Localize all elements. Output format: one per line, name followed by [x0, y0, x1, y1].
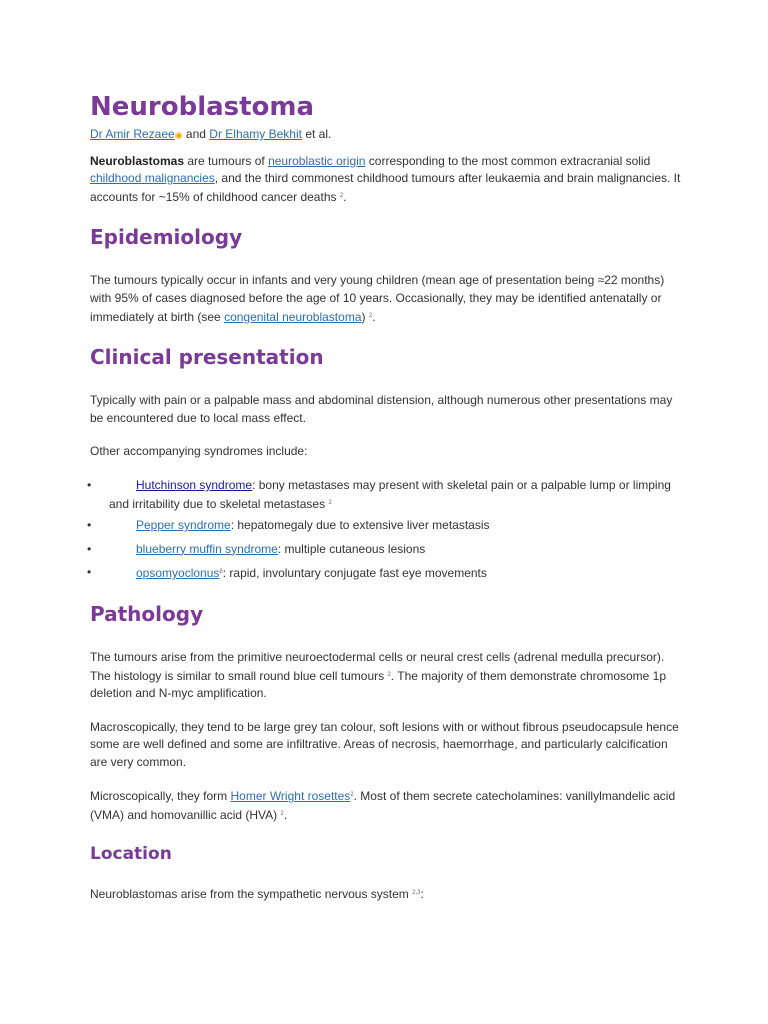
reference-marker[interactable]: 2	[368, 312, 373, 319]
childhood-malignancies-link[interactable]: childhood malignancies	[90, 171, 215, 186]
pathology-text-4: . Most of them secrete catecholamines: vanillylmandelic acid (VMA) and homovanillic acid (HVA)	[90, 789, 676, 823]
hutchinson-description: : bony metastases may present with skeletal pain or a palpable lump or limping and irritability due to skeletal metastases	[109, 477, 671, 511]
opsomyoclonus-description: : rapid, involuntary conjugate fast eye movements	[222, 566, 487, 581]
author-etal: et al.	[305, 127, 332, 141]
epidemiology-text-2: )	[361, 309, 369, 324]
hutchinson-syndrome-link[interactable]: Hutchinson syndrome	[136, 477, 253, 492]
reference-marker[interactable]: 2	[339, 192, 344, 199]
reference-marker[interactable]: 2	[328, 499, 332, 506]
location-text-1: Neuroblastomas arise from the sympathetic nervous system	[90, 886, 413, 901]
page-title: Neuroblastoma	[90, 92, 315, 122]
list-item	[87, 477, 682, 513]
congenital-neuroblastoma-link[interactable]: congenital neuroblastoma	[224, 309, 362, 324]
intro-paragraph	[90, 153, 682, 207]
pathology-text-2: . The majority of them demonstrate chromosome 1p deletion and N-myc amplification.	[90, 668, 667, 701]
pathology-paragraph-2: Macroscopically, they tend to be large grey tan colour, soft lesions with or without fibrous pseudocapsule hence some are well defined and some are infiltrative. Areas of necrosis, haemorrhage, and particularly calcification are very common.	[90, 719, 679, 769]
list-item-text	[90, 477, 682, 513]
epidemiology-text-3: .	[372, 309, 376, 324]
author-link-2[interactable]: Dr Elhamy Bekhit	[209, 127, 302, 141]
bullet-icon: •	[87, 541, 92, 556]
intro-text-3: , and the third commonest childhood tumours after leukaemia and brain malignancies. It accounts for ~15% of childhood cancer deaths	[90, 171, 681, 204]
location-text-2: :	[420, 886, 424, 901]
location-paragraph	[90, 885, 682, 904]
epidemiology-text-1: The tumours typically occur in infants and very young children (mean age of presentation being ≈22 months) with 95% of cases diagnosed before the age of 10 years. Occasionally, they may be identified antenatally or immediately at birth (see	[90, 273, 665, 324]
article-content	[87, 90, 682, 903]
opsomyoclonus-link[interactable]: opsomyoclonus	[136, 566, 220, 581]
blueberry-description: : multiple cutaneous lesions	[277, 541, 426, 556]
location-heading: Location	[90, 843, 172, 864]
pathology-heading: Pathology	[90, 601, 204, 626]
reference-marker[interactable]: 2,3	[412, 889, 421, 896]
list-item	[87, 541, 682, 559]
reference-marker[interactable]: 2	[387, 671, 391, 678]
pathology-paragraph-3	[90, 787, 682, 824]
pathology-text-1: The tumours arise from the primitive neuroectodermal cells or neural crest cells (adrenal medulla precursor). The histology is similar to small round blue cell tumours	[90, 649, 665, 683]
author-and: and	[185, 127, 206, 141]
syndromes-list	[87, 477, 682, 583]
bullet-icon: •	[87, 565, 92, 580]
pepper-syndrome-link[interactable]: Pepper syndrome	[136, 518, 231, 533]
list-item	[87, 564, 682, 583]
list-item-text	[90, 541, 682, 559]
intro-bold-term: Neuroblastomas	[90, 153, 185, 168]
reference-marker[interactable]: 2	[280, 811, 284, 818]
author-link-1[interactable]: Dr Amir Rezaee	[90, 127, 175, 141]
intro-text-2: corresponding to the most common extracranial solid	[365, 153, 651, 168]
epidemiology-paragraph	[90, 272, 682, 326]
pathology-paragraph-1	[90, 649, 682, 703]
bullet-icon: •	[87, 477, 92, 492]
intro-text-1: are tumours of	[184, 153, 269, 168]
author-line	[90, 126, 682, 145]
clinical-paragraph-1: Typically with pain or a palpable mass and abdominal distension, although numerous other presentations may be encountered due to local mass effect.	[90, 393, 673, 425]
intro-text-4: .	[343, 189, 347, 204]
clinical-paragraph-2: Other accompanying syndromes include:	[90, 444, 308, 459]
star-icon: ◉	[174, 130, 183, 140]
epidemiology-heading: Epidemiology	[90, 225, 243, 250]
homer-wright-rosettes-link[interactable]: Homer Wright rosettes	[230, 789, 351, 804]
list-item	[87, 517, 682, 535]
clinical-presentation-heading: Clinical presentation	[90, 345, 324, 370]
blueberry-muffin-syndrome-link[interactable]: blueberry muffin syndrome	[136, 541, 278, 556]
reference-marker[interactable]: 8	[219, 569, 223, 576]
pepper-description: : hepatomegaly due to extensive liver metastasis	[230, 518, 490, 533]
pathology-text-3: Microscopically, they form	[90, 789, 231, 804]
list-item-text	[90, 564, 682, 583]
pathology-text-5: .	[283, 808, 288, 823]
bullet-icon: •	[87, 518, 92, 533]
reference-marker[interactable]: 2	[350, 792, 354, 799]
list-item-text	[90, 517, 682, 535]
neuroblastic-origin-link[interactable]: neuroblastic origin	[268, 153, 366, 168]
